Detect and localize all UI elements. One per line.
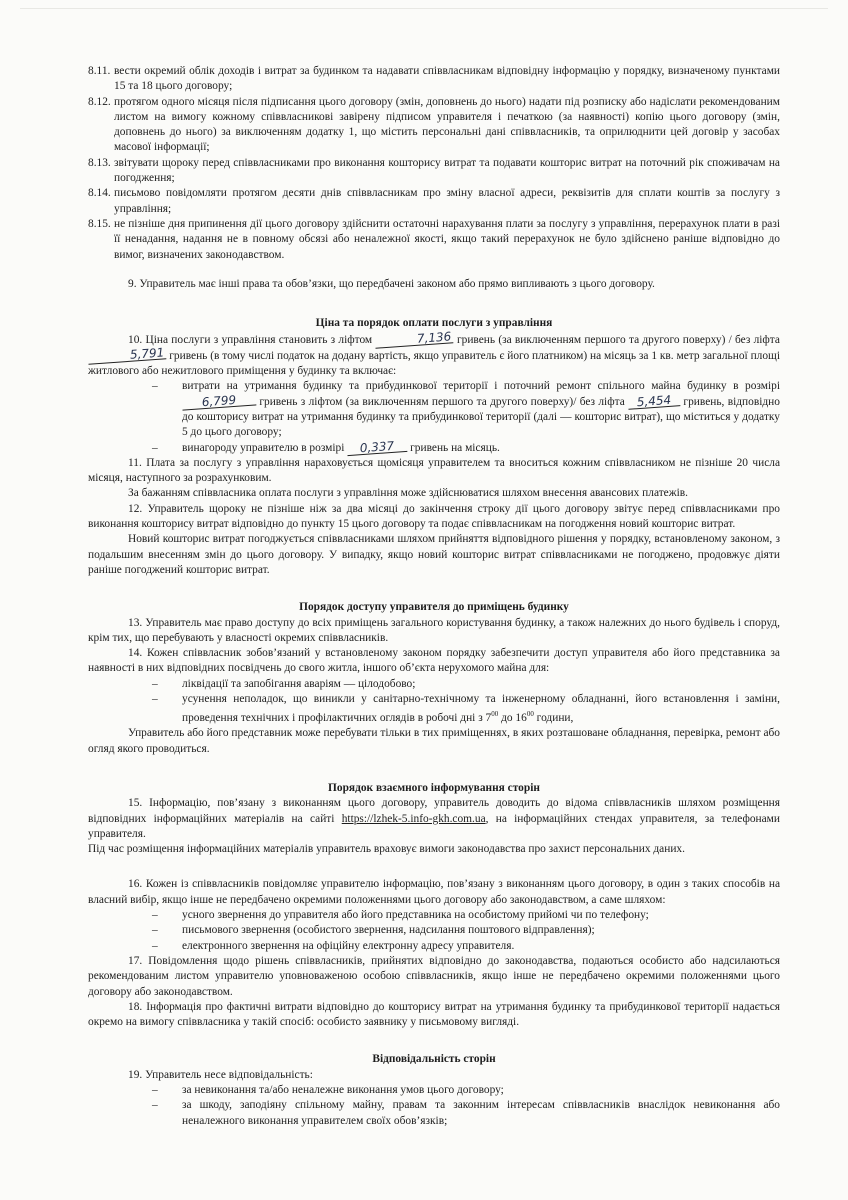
dash-marker: – xyxy=(152,924,158,937)
responsibility-text: за невиконання та/або неналежне виконання умов цього договору; xyxy=(182,1084,504,1097)
clause-number: 8.14. xyxy=(88,187,111,200)
clause-11: 11. Плата за послугу з управління нараховується щомісяця управителем та вноситься кожним співвласником не пізніше 20 числа місяця, наступного за розрахунковим. xyxy=(88,456,780,485)
clause-text: письмово повідомляти протягом десяти днів співвласникам про зміну власної адреси, реквізитів для сплати коштів за послугу з управління; xyxy=(114,187,780,215)
repairs-text-b: до 16 xyxy=(498,712,527,725)
handwritten-value-maintenance-nolift: 5,454 xyxy=(628,393,681,410)
section-heading-access: Порядок доступу управителя до приміщень будинку xyxy=(299,601,569,614)
maintenance-text-b: гривень з ліфтом (за виключенням першого та другого поверху)/ без ліфта xyxy=(259,395,625,408)
clause-17: 17. Повідомлення щодо рішень співвласників, прийнятих відповідно до законодавства, подаються особисто або надсилаються рекомендованим листом управителю уповноваженою особою співвласників, якщо інше не передбачено окремими положеннями цього договору або законодавством. xyxy=(88,954,780,998)
dash-marker: – xyxy=(152,939,158,952)
section-heading-responsibility: Відповідальність сторін xyxy=(372,1053,496,1066)
handwritten-value-fee: 0,337 xyxy=(347,438,408,455)
handwritten-value-lift-price: 7,136 xyxy=(375,331,454,349)
website-link[interactable]: https://lzhek-5.info-gkh.com.ua xyxy=(341,812,486,825)
handwritten-value-nolift-price: 5,791 xyxy=(88,346,167,364)
contact-method-text: письмового звернення (особистого звернення, надсилання поштового відправлення); xyxy=(182,924,595,937)
clause-number: 8.12. xyxy=(88,95,111,108)
clause-text: звітувати щороку перед співвласниками про виконання кошторису витрат та подавати кошторис витрат на поточний рік споживачам на погодження; xyxy=(114,156,780,185)
access-case-emergency xyxy=(88,677,780,692)
clause-text: не пізніше дня припинення дії цього договору здійснити остаточні нарахування плати за послугу з управління, перерахунок плати в разі її ненадання, надання не в повному обсязі або неналежної якості, якщо такий перерахунок не було здійснено раніше відповідно до вимог, визначених законодавством. xyxy=(114,217,780,261)
clause-14: 14. Кожен співвласник зобов’язаний у встановленому законом порядку забезпечити доступ управителя або його представника за наявності в них відповідних посвідчень до свого житла, іншого об’єкта нерухомого майна для: xyxy=(88,647,780,675)
contact-method-text: електронного звернення на офіційну електронну адресу управителя. xyxy=(182,939,515,952)
responsibility-item-1 xyxy=(88,1083,780,1098)
price-component-fee xyxy=(88,438,780,456)
time-superscript: 00 xyxy=(526,710,534,719)
repairs-text-a: усунення неполадок, що виникли у санітарно-технічному та інженерному обладнанні, його встановлення і заміни, проведення технічних і профілактичних оглядів в робочі дні з 7 xyxy=(182,692,780,725)
clause-15-privacy: Під час розміщення інформаційних матеріалів управитель враховує вимоги законодавства про захист персональних даних. xyxy=(88,843,685,856)
clause-8-13 xyxy=(88,156,780,187)
clause-text: вести окремий облік доходів і витрат за будинком та надавати співвласникам відповідну інформацію у порядку, визначеному пунктами 15 та 18 цього договору; xyxy=(114,65,780,93)
responsibility-item-2 xyxy=(88,1098,780,1129)
clause-10 xyxy=(88,329,780,379)
contact-method-written xyxy=(88,923,780,938)
handwritten-value-maintenance-lift: 6,799 xyxy=(182,392,257,410)
clause-10-text-c: гривень (в тому числі податок на додану вартість, якщо управитель є його платником) на місяць за 1 кв. метр загальної площі житлового або нежитлового приміщення у будинку та включає: xyxy=(88,349,780,378)
fee-text-a: винагороду управителю в розмірі xyxy=(182,441,345,454)
dash-marker: – xyxy=(152,909,158,922)
clause-15-text-a: 15. Інформацію, пов’язану з виконанням цього договору, управитель доводить до відома співвласників шляхом розміщення відповідних інформаційних матеріалів на сайті xyxy=(88,797,780,825)
scan-edge xyxy=(20,8,828,9)
responsibility-text: за шкоду, заподіяну спільному майну, правам та законним інтересам співвласників внаслідок невиконання або неналежного виконання управителем своїх обов’язків; xyxy=(182,1099,780,1127)
access-case-text: ліквідації та запобігання аваріям — цілодобово; xyxy=(182,677,416,690)
section-heading-price: Ціна та порядок оплати послуги з управління xyxy=(315,317,553,330)
clause-10-text-b: гривень (за виключенням першого та другого поверху) / без ліфта xyxy=(456,334,780,347)
section-heading-info: Порядок взаємного інформування сторін xyxy=(328,781,540,794)
clause-8-15 xyxy=(88,217,780,263)
clause-text: протягом одного місяця після підписання цього договору (змін, доповнень до нього) надати під розписку або надіслати рекомендованим листом на вимогу кожному співвласникові завірену підписом управителя і печаткою (за наявності) копію цього договору (змін, доповнень до нього) за виключенням додатку 1, що містить персональні дані співвласників, та оприлюднити цей договір у засобах масової інформації; xyxy=(114,95,780,154)
clause-8-12 xyxy=(88,95,780,156)
repairs-text-c: години, xyxy=(533,712,574,725)
clause-19: 19. Управитель несе відповідальність: xyxy=(128,1068,313,1081)
maintenance-text-a: витрати на утримання будинку та прибудинкової території і поточний ремонт спільного майна будинку в розмірі xyxy=(182,380,780,393)
clause-11-advance: За бажанням співвласника оплата послуги з управління може здійснюватися шляхом внесення авансових платежів. xyxy=(128,487,689,500)
clause-8-14 xyxy=(88,186,780,217)
clause-15 xyxy=(88,796,780,842)
clause-9: 9. Управитель має інші права та обов’язки, що передбачені законом або прямо випливають з цього договору. xyxy=(128,277,655,290)
clause-14-limits: Управитель або його представник може перебувати тільки в тих приміщеннях, в яких розташоване обладнання, перевірка, ремонт або огляд якого проводиться. xyxy=(88,727,780,755)
clause-16: 16. Кожен із співвласників повідомляє управителю інформацію, пов’язану з виконанням цього договору, в один з таких способів на власний вибір, якщо інше не передбачено окремими положеннями цього договору або законодавством, а саме шляхом: xyxy=(88,878,780,906)
dash-marker: – xyxy=(152,677,158,690)
price-component-maintenance xyxy=(88,379,780,440)
time-superscript: 00 xyxy=(491,710,499,719)
document-body xyxy=(88,64,780,1129)
clause-number: 8.13. xyxy=(88,156,111,169)
dash-marker: – xyxy=(152,1099,158,1112)
clause-8-11 xyxy=(88,64,780,95)
clause-12-new-estimate: Новий кошторис витрат погоджується співвласниками шляхом прийняття відповідного рішення у порядку, встановленому законом, з подальшим внесенням змін до цього договору. У випадку, якщо новий кошторис витрат співвласниками не погоджено, продовжує діяти раніше погоджений кошторис витрат. xyxy=(88,533,780,576)
contact-method-text: усного звернення до управителя або його представника на особистому прийомі чи по телефону; xyxy=(182,909,649,922)
contact-method-oral xyxy=(88,908,780,923)
clause-number: 8.15. xyxy=(88,217,111,230)
dash-marker: – xyxy=(152,380,158,393)
dash-marker: – xyxy=(152,441,158,454)
clause-12: 12. Управитель щороку не пізніше ніж за два місяці до закінчення строку дії цього договору звітує перед співвласниками про виконання кошторису витрат відповідно до пункту 15 цього договору та подає співвласникам на погодження новий кошторис витрат. xyxy=(88,502,780,531)
clause-13: 13. Управитель має право доступу до всіх приміщень загального користування будинку, а також належних до нього будівель і споруд, крім тих, що перебувають у власності окремих співвласників. xyxy=(88,616,780,644)
clause-15-text-b: , на інформаційних стендах управителя, за телефонами управителя. xyxy=(88,812,780,840)
clause-number: 8.11. xyxy=(88,65,111,77)
maintenance-text-c: гривень, відповідно до кошторису витрат на утримання будинку та прибудинкової території (далі — кошторис витрат), що міститься у додатку 5 до цього договору; xyxy=(182,395,780,439)
dash-marker: – xyxy=(152,1084,158,1097)
clause-10-text-a: 10. Ціна послуги з управління становить з ліфтом xyxy=(128,334,373,347)
access-case-repairs xyxy=(88,692,780,726)
clause-18: 18. Інформація про фактичні витрати відповідно до кошторису витрат на утримання будинку та прибудинкової території надається окремо на вимогу співвласника у такій спосіб: особисто заявнику у письмовому вигляді. xyxy=(88,1000,780,1029)
contact-method-electronic xyxy=(88,939,780,954)
fee-text-b: гривень на місяць. xyxy=(410,441,500,454)
dash-marker: – xyxy=(152,692,158,705)
